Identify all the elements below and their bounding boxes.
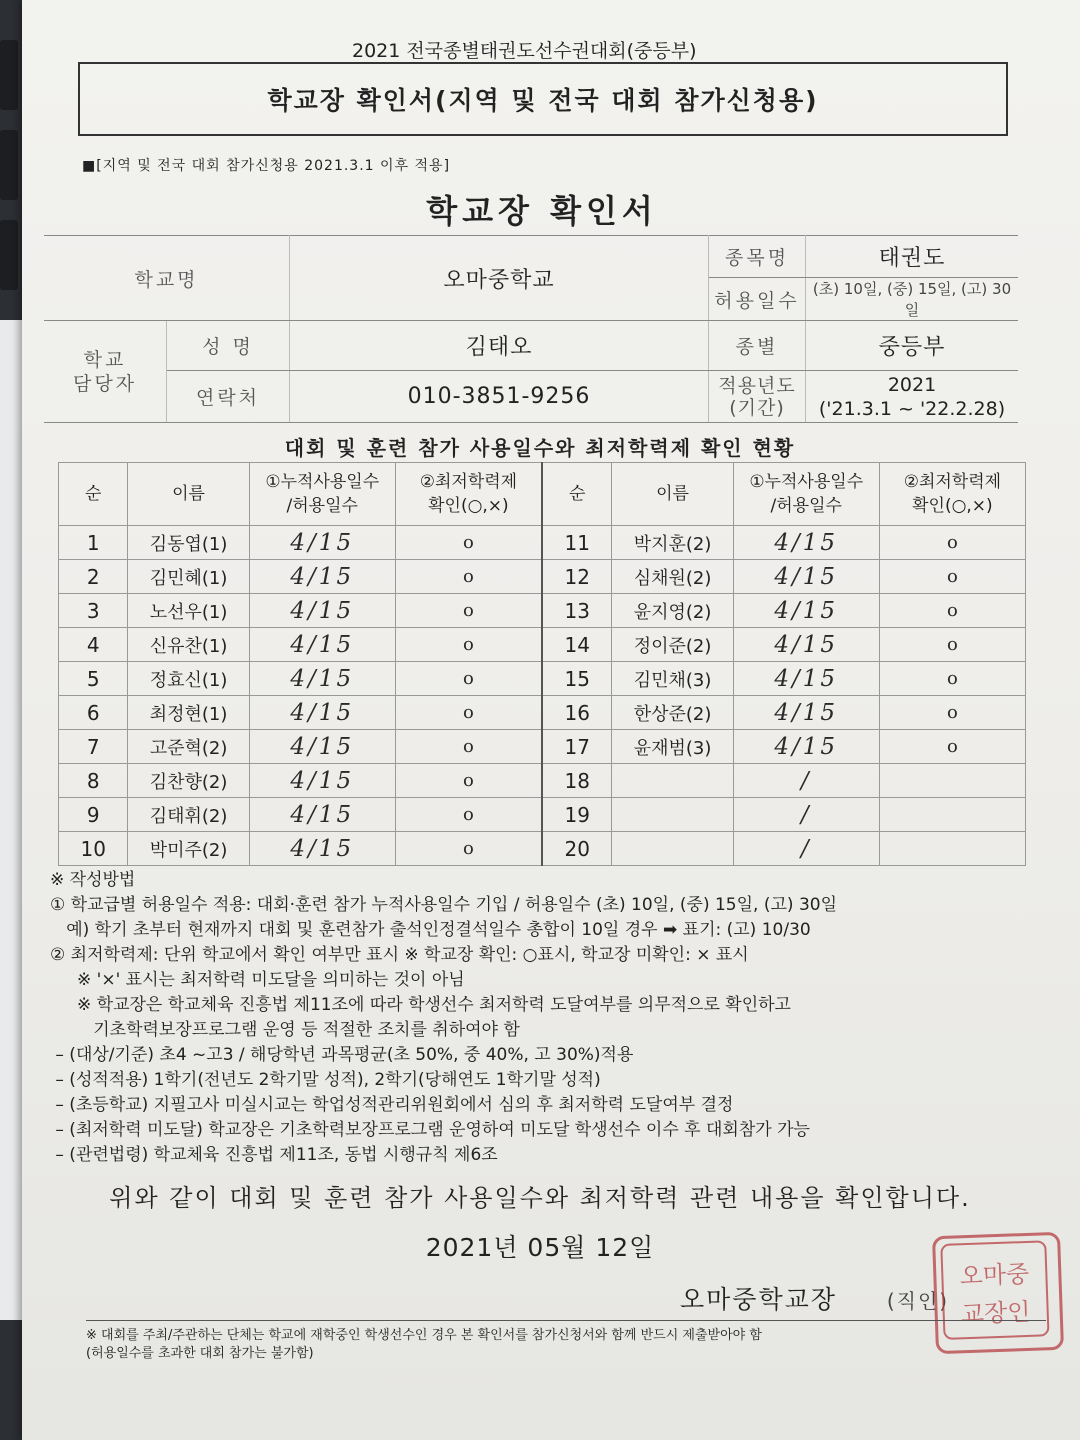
svg-text:교장인: 교장인 xyxy=(960,1297,1031,1329)
row-no: 3 xyxy=(59,594,128,628)
instruction-line: ※ 학교장은 학교체육 진흥법 제11조에 따라 학생선수 최저학력 도달여부를 의무적으로 확인하고 xyxy=(50,995,791,1015)
row-check xyxy=(879,764,1025,798)
row-no: 20 xyxy=(542,832,612,866)
footnote-line: ※ 대회를 주최/주관하는 단체는 학교에 재학중인 학생선수인 경우 본 확인서를 참가신청서와 함께 반드시 제출받아야 함 xyxy=(86,1328,762,1343)
row-check: o xyxy=(395,594,542,628)
row-name: 정효신(1) xyxy=(128,662,249,696)
row-days: 4/15 xyxy=(249,628,395,662)
row-days: 4/15 xyxy=(249,560,395,594)
row-check: o xyxy=(395,662,542,696)
row-check: o xyxy=(879,526,1025,560)
row-name xyxy=(612,764,733,798)
contact-label: 연락처 xyxy=(167,371,290,423)
footnote xyxy=(86,1320,1046,1363)
applicability-note: ■[지역 및 전국 대회 참가신청용 2021.3.1 이후 적용] xyxy=(82,158,451,174)
row-no: 17 xyxy=(542,730,612,764)
row-name: 한상준(2) xyxy=(612,696,733,730)
contact-value: 010-3851-9256 xyxy=(290,371,709,423)
row-name: 김민혜(1) xyxy=(128,560,249,594)
row-check: o xyxy=(879,730,1025,764)
table-row xyxy=(59,764,1026,798)
row-no: 16 xyxy=(542,696,612,730)
row-check xyxy=(879,798,1025,832)
table-row xyxy=(59,594,1026,628)
confirmation-statement: 위와 같이 대회 및 훈련 참가 사용일수와 최저학력 관련 내용을 확인합니다. xyxy=(109,1184,971,1212)
instruction-line: – (관련법령) 학교체육 진흥법 제11조, 동법 시행규칙 제6조 xyxy=(50,1145,498,1165)
row-no: 18 xyxy=(542,764,612,798)
row-check: o xyxy=(395,798,542,832)
row-days: 4/15 xyxy=(733,594,879,628)
row-check: o xyxy=(879,628,1025,662)
col-header-no: 순 xyxy=(59,463,128,526)
table-row xyxy=(59,662,1026,696)
col-header-check: ②최저학력제 확인(○,×) xyxy=(395,463,542,526)
school-info-table xyxy=(44,235,1018,423)
instruction-line: – (성적적용) 1학기(전년도 2학기말 성적), 2학기(당해연도 1학기말 성적) xyxy=(50,1070,601,1090)
allowed-days-value: (초) 10일, (중) 15일, (고) 30일 xyxy=(806,278,1018,321)
event-value: 태권도 xyxy=(806,236,1018,278)
row-name: 박지훈(2) xyxy=(612,526,733,560)
school-name-label: 학교명 xyxy=(44,236,290,321)
section-title: 대회 및 훈련 참가 사용일수와 최저학력제 확인 현황 xyxy=(284,436,796,460)
row-check: o xyxy=(395,628,542,662)
col-header-days: ①누적사용일수 /허용일수 xyxy=(733,463,879,526)
row-days: 4/15 xyxy=(733,662,879,696)
row-check: o xyxy=(395,730,542,764)
row-days: 4/15 xyxy=(249,594,395,628)
row-no: 5 xyxy=(59,662,128,696)
row-name: 최정현(1) xyxy=(128,696,249,730)
row-days: 4/15 xyxy=(249,526,395,560)
row-check: o xyxy=(395,832,542,866)
row-days: 4/15 xyxy=(733,628,879,662)
table-row xyxy=(59,560,1026,594)
row-days: / xyxy=(733,832,879,866)
row-check: o xyxy=(395,560,542,594)
row-name: 박미주(2) xyxy=(128,832,249,866)
row-check: o xyxy=(395,526,542,560)
school-name-value: 오마중학교 xyxy=(290,236,709,321)
row-no: 8 xyxy=(59,764,128,798)
manager-label: 학교 담당자 xyxy=(44,321,167,423)
row-name: 노선우(1) xyxy=(128,594,249,628)
footnote-line: (허용일수를 초과한 대회 참가는 불가함) xyxy=(86,1346,314,1361)
row-no: 2 xyxy=(59,560,128,594)
row-check xyxy=(879,832,1025,866)
row-no: 13 xyxy=(542,594,612,628)
division-label: 종별 xyxy=(709,321,806,371)
table-row xyxy=(59,628,1026,662)
col-header-days: ①누적사용일수 /허용일수 xyxy=(249,463,395,526)
col-header-name: 이름 xyxy=(612,463,733,526)
official-seal-mark: (직인) xyxy=(886,1289,950,1313)
document-title: 학교장 확인서 xyxy=(426,192,658,230)
instruction-line: ① 학교급별 허용일수 적용: 대회·훈련 참가 누적사용일수 기입 / 허용일수 (초) 10일, (중) 15일, (고) 30일 xyxy=(50,895,838,915)
table-row xyxy=(59,832,1026,866)
row-name: 심채원(2) xyxy=(612,560,733,594)
year-value-cell xyxy=(806,371,1018,423)
table-row xyxy=(59,730,1026,764)
competition-title: 2021 전국종별태권도선수권대회(중등부) xyxy=(352,40,697,62)
instruction-line: ② 최저학력제: 단위 학교에서 확인 여부만 표시 ※ 학교장 확인: ○표시, 학교장 미확인: × 표시 xyxy=(50,945,749,965)
row-check: o xyxy=(879,560,1025,594)
col-header-name: 이름 xyxy=(128,463,249,526)
row-days: 4/15 xyxy=(249,662,395,696)
manager-name-label: 성 명 xyxy=(167,321,290,371)
keyboard-key xyxy=(0,130,18,200)
row-no: 4 xyxy=(59,628,128,662)
row-days: 4/15 xyxy=(733,526,879,560)
row-name: 신유찬(1) xyxy=(128,628,249,662)
row-days: 4/15 xyxy=(249,798,395,832)
division-value: 중등부 xyxy=(806,321,1018,371)
instructions-heading: ※ 작성방법 xyxy=(50,870,136,890)
year-label: 적용년도 (기간) xyxy=(709,371,806,423)
period-value: ('21.3.1 ~ '22.2.28) xyxy=(818,397,1006,420)
row-no: 14 xyxy=(542,628,612,662)
issue-date: 2021년 05월 12일 xyxy=(425,1233,655,1262)
row-no: 11 xyxy=(542,526,612,560)
row-check: o xyxy=(879,594,1025,628)
row-name: 김민채(3) xyxy=(612,662,733,696)
row-no: 6 xyxy=(59,696,128,730)
form-title: 학교장 확인서(지역 및 전국 대회 참가신청용) xyxy=(267,86,819,115)
svg-text:오마중: 오마중 xyxy=(959,1259,1030,1291)
row-check: o xyxy=(879,696,1025,730)
row-name: 김태휘(2) xyxy=(128,798,249,832)
row-days: / xyxy=(733,764,879,798)
row-days: 4/15 xyxy=(733,730,879,764)
form-title-box xyxy=(78,62,1008,136)
keyboard-key xyxy=(0,220,18,290)
row-days: 4/15 xyxy=(249,832,395,866)
row-check: o xyxy=(879,662,1025,696)
principal-signature-line xyxy=(680,1280,949,1316)
table-row xyxy=(59,798,1026,832)
row-name xyxy=(612,832,733,866)
row-check: o xyxy=(395,764,542,798)
row-days: 4/15 xyxy=(733,560,879,594)
row-days: 4/15 xyxy=(249,696,395,730)
manager-name-value: 김태오 xyxy=(290,321,709,371)
instruction-line: 예) 학기 초부터 현재까지 대회 및 훈련참가 출석인정결석일수 총합이 10일 경우 ➡ 표기: (고) 10/30 xyxy=(50,920,811,940)
row-name: 정이준(2) xyxy=(612,628,733,662)
year-value: 2021 xyxy=(887,373,937,396)
row-no: 15 xyxy=(542,662,612,696)
col-header-check: ②최저학력제 확인(○,×) xyxy=(879,463,1025,526)
row-days: / xyxy=(733,798,879,832)
row-no: 10 xyxy=(59,832,128,866)
table-row xyxy=(59,696,1026,730)
col-header-no: 순 xyxy=(542,463,612,526)
table-row xyxy=(59,526,1026,560)
row-days: 4/15 xyxy=(249,764,395,798)
row-name xyxy=(612,798,733,832)
row-check: o xyxy=(395,696,542,730)
row-name: 김찬향(2) xyxy=(128,764,249,798)
allowed-days-label: 허용일수 xyxy=(709,278,806,321)
row-no: 7 xyxy=(59,730,128,764)
row-name: 김동엽(1) xyxy=(128,526,249,560)
instruction-line: – (초등학교) 지필고사 미실시교는 학업성적관리위원회에서 심의 후 최저학력 도달여부 결정 xyxy=(50,1095,734,1115)
row-days: 4/15 xyxy=(249,730,395,764)
principal-title: 오마중학교장 xyxy=(680,1285,837,1314)
row-name: 윤재범(3) xyxy=(612,730,733,764)
instructions xyxy=(50,868,1060,1168)
row-no: 12 xyxy=(542,560,612,594)
row-name: 윤지영(2) xyxy=(612,594,733,628)
row-days: 4/15 xyxy=(733,696,879,730)
participants-table xyxy=(58,462,1026,866)
event-label: 종목명 xyxy=(709,236,806,278)
instruction-line: – (최저학력 미도달) 학교장은 기초학력보장프로그램 운영하여 미도달 학생선수 이수 후 대회참가 가능 xyxy=(50,1120,810,1140)
instruction-line: – (대상/기준) 초4 ~고3 / 해당학년 과목평균(초 50%, 중 40%, 고 30%)적용 xyxy=(50,1045,634,1065)
row-no: 9 xyxy=(59,798,128,832)
instruction-line: ※ '×' 표시는 최저학력 미도달을 의미하는 것이 아님 xyxy=(50,970,465,990)
row-name: 고준혁(2) xyxy=(128,730,249,764)
keyboard-key xyxy=(0,40,18,110)
row-no: 1 xyxy=(59,526,128,560)
row-no: 19 xyxy=(542,798,612,832)
instruction-line: 기초학력보장프로그램 운영 등 적절한 조치를 취하여야 함 xyxy=(50,1020,520,1040)
